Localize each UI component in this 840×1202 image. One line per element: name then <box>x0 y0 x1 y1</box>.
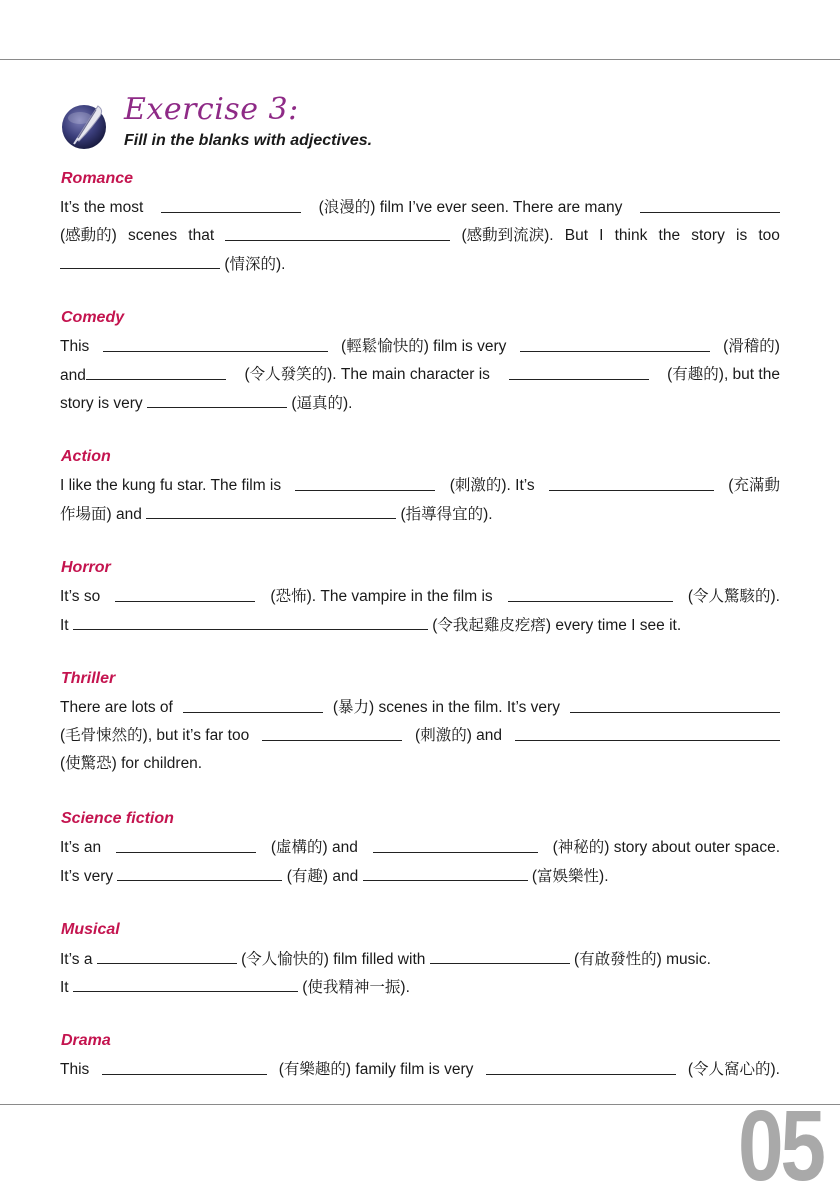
line-text: It’s so <box>60 588 101 605</box>
line-text: (情深的). <box>224 256 286 273</box>
section-heading: Horror <box>61 559 111 576</box>
line-text: that <box>188 227 215 244</box>
line-text: (毛骨悚然的), but it’s far too <box>60 727 250 744</box>
answer-blank[interactable] <box>86 365 226 380</box>
exercise-line <box>60 587 780 607</box>
answer-blank[interactable] <box>146 504 396 519</box>
answer-blank[interactable] <box>73 615 428 630</box>
line-text: (使我精神一振). <box>302 979 410 996</box>
line-text: It <box>60 979 69 996</box>
line-text: (有樂趣的) family film is very <box>278 1061 474 1078</box>
exercise-header <box>60 92 800 156</box>
line-text: I like the kung fu star. The film is <box>60 477 282 494</box>
answer-blank[interactable] <box>363 866 528 881</box>
line-text: It’s very <box>60 868 114 885</box>
exercise-line <box>60 838 780 858</box>
line-text: 作場面) and <box>60 506 142 523</box>
answer-blank[interactable] <box>515 726 780 741</box>
line-text: (令我起雞皮疙瘩) every time I see it. <box>432 617 682 634</box>
line-text: It’s the most <box>60 199 144 216</box>
section-heading: Thriller <box>61 670 116 687</box>
answer-blank[interactable] <box>161 198 301 213</box>
line-text: (富娛樂性). <box>531 868 609 885</box>
answer-blank[interactable] <box>486 1060 676 1075</box>
line-text: (指導得宜的). <box>400 506 493 523</box>
exercise-line <box>60 977 780 997</box>
line-text: (恐怖). The vampire in the film is <box>270 588 493 605</box>
line-text: (令人發笑的). The main character is <box>244 366 490 383</box>
line-text: (虛構的) and <box>270 839 358 856</box>
exercise-line <box>60 226 780 246</box>
line-text: and <box>60 367 86 384</box>
top-divider <box>0 59 840 60</box>
line-text: (刺激的) and <box>415 727 503 744</box>
section-heading: Comedy <box>61 309 125 326</box>
answer-blank[interactable] <box>262 726 402 741</box>
line-text: (感動到流淚). <box>461 227 554 244</box>
exercise-line <box>60 198 780 218</box>
answer-blank[interactable] <box>549 476 714 491</box>
exercise-line <box>60 866 780 886</box>
line-text: (令人窩心的). <box>687 1061 780 1078</box>
answer-blank[interactable] <box>640 198 780 213</box>
exercise-line <box>60 754 780 774</box>
section-heading: Action <box>61 448 111 465</box>
line-text: (感動的) <box>60 227 117 244</box>
answer-blank[interactable] <box>183 698 323 713</box>
answer-blank[interactable] <box>430 949 570 964</box>
exercise-line <box>60 698 780 718</box>
line-text: This <box>60 338 90 355</box>
section-heading: Science fiction <box>61 810 174 827</box>
answer-blank[interactable] <box>570 698 780 713</box>
line-text: It’s an <box>60 839 102 856</box>
exercise-line <box>60 949 780 969</box>
answer-blank[interactable] <box>97 949 237 964</box>
line-text: (逼真的). <box>291 395 353 412</box>
line-text: (神秘的) story about outer space. <box>552 839 780 856</box>
line-text: scenes <box>127 227 178 244</box>
exercise-title: Exercise 3: <box>124 92 299 127</box>
answer-blank[interactable] <box>225 226 450 241</box>
line-text: This <box>60 1061 90 1078</box>
exercise-line <box>60 476 780 496</box>
answer-blank[interactable] <box>103 337 328 352</box>
line-text: think <box>614 227 648 244</box>
line-text: (有趣的), but the <box>667 366 780 383</box>
line-text: (滑稽的) <box>723 338 780 355</box>
answer-blank[interactable] <box>508 587 673 602</box>
line-text: There are lots of <box>60 699 173 716</box>
answer-blank[interactable] <box>520 337 710 352</box>
line-text: story <box>691 227 725 244</box>
answer-blank[interactable] <box>117 866 282 881</box>
line-text: It <box>60 617 69 634</box>
line-text: I <box>599 227 604 244</box>
line-text: (暴力) scenes in the film. It’s very <box>332 699 560 716</box>
line-text: (刺激的). It’s <box>449 477 535 494</box>
line-text: (使驚恐) for children. <box>60 755 203 772</box>
exercise-line <box>60 726 780 746</box>
section-heading: Drama <box>61 1032 111 1049</box>
line-text: (令人驚駭的). <box>687 588 780 605</box>
answer-blank[interactable] <box>115 587 255 602</box>
line-text: is <box>736 227 748 244</box>
line-text: But <box>564 227 588 244</box>
line-text: story is very <box>60 395 143 412</box>
answer-blank[interactable] <box>116 838 256 853</box>
section-heading: Musical <box>61 921 120 938</box>
exercise-line <box>60 337 780 357</box>
exercise-line <box>60 1060 780 1080</box>
answer-blank[interactable] <box>147 393 287 408</box>
exercise-line <box>60 504 780 524</box>
answer-blank[interactable] <box>295 476 435 491</box>
answer-blank[interactable] <box>102 1060 267 1075</box>
line-text: (輕鬆愉快的) film is very <box>341 338 507 355</box>
line-text: too <box>758 227 780 244</box>
line-text: (有趣) and <box>286 868 359 885</box>
line-text: (浪漫的) film I’ve ever seen. There are many <box>318 199 623 216</box>
exercise-instruction: Fill in the blanks with adjectives. <box>124 132 373 149</box>
exercise-line <box>60 615 780 635</box>
quill-pen-icon <box>60 100 110 150</box>
section-heading: Romance <box>61 170 134 187</box>
answer-blank[interactable] <box>60 254 220 269</box>
line-text: (充滿動 <box>728 477 780 494</box>
line-text: (令人愉快的) film filled with <box>241 951 426 968</box>
line-text: the <box>658 227 681 244</box>
exercise-line <box>60 393 780 413</box>
page-number: 05 <box>738 1090 823 1202</box>
line-text: (有啟發性的) music. <box>574 951 711 968</box>
answer-blank[interactable] <box>73 977 298 992</box>
answer-blank[interactable] <box>373 838 538 853</box>
bottom-divider <box>0 1104 840 1105</box>
line-text: It’s a <box>60 951 93 968</box>
exercise-line <box>60 254 780 274</box>
exercise-line <box>60 365 780 385</box>
answer-blank[interactable] <box>509 365 649 380</box>
